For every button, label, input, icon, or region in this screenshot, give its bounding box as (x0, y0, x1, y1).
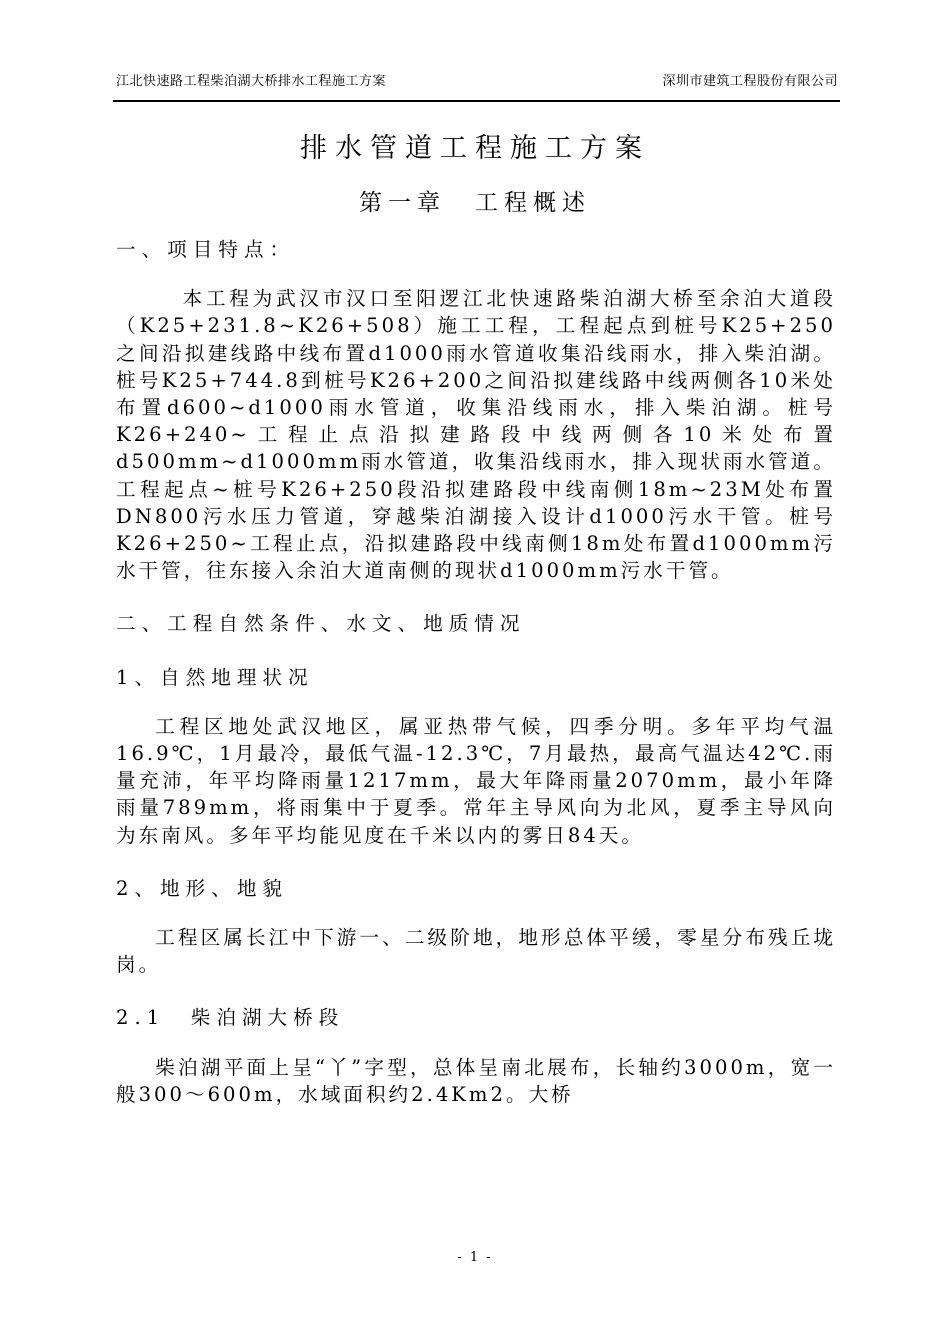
page-number: - 1 - (457, 1250, 493, 1265)
body-paragraph: 工程区属长江中下游一、二级阶地，地形总体平缓，零星分布残丘垅岗。 (116, 926, 836, 977)
subsection-heading: 2.1 柴泊湖大桥段 (116, 1006, 345, 1030)
document-title: 排水管道工程施工方案 (300, 133, 650, 164)
body-paragraph: 工程区地处武汉地区，属亚热带气候，四季分明。多年平均气温16.9℃，1月最冷，最低气温-12.3℃，7月最热，最高气温达42℃.雨量充沛，年平均降雨量1217mm，最大年降雨量2070mm，最小年降雨量789mm，将雨集中于夏季。常年主导风向为北风，夏季主导风向为东南风。多年平均能见度在千米以内的雾日84天。 (116, 714, 837, 847)
header-divider (113, 100, 840, 102)
header-project-title: 江北快速路工程柴泊湖大桥排水工程施工方案 (116, 74, 387, 89)
body-paragraph: 柴泊湖平面上呈“丫”字型，总体呈南北展布，长轴约3000m，宽一般300～600m，水域面积约2.4Km2。大桥 (116, 1055, 836, 1106)
subsection-heading: 1、自然地理状况 (116, 665, 314, 689)
section-heading: 一、项目特点： (116, 238, 296, 261)
subsection-heading: 2、地形、地貌 (116, 876, 289, 900)
header-company-name: 深圳市建筑工程股份有限公司 (662, 74, 838, 89)
chapter-title: 第一章 工程概述 (359, 190, 591, 216)
document-body (116, 232, 836, 1130)
body-paragraph: 本工程为武汉市汉口至阳逻江北快速路柴泊湖大桥至余泊大道段（K25+231.8~K26+508）施工工程，工程起点到桩号K25+250之间沿拟建线路中线布置d1000雨水管道收集沿线雨水，排入柴泊湖。桩号K25+744.8到桩号K26+200之间沿拟建线路中线两侧各10米处布置d600~d1000雨水管道，收集沿线雨水，排入柴泊湖。桩号K26+240~工程止点沿拟建路段中线两侧各10米处布置d500mm~d1000mm雨水管道，收集沿线雨水，排入现状雨水管道。工程起点~桩号K26+250段沿拟建路段中线南侧18m~23M处布置DN800污水压力管道，穿越柴泊湖接入设计d1000污水干管。桩号K26+250~工程止点，沿拟建路段中线南侧18m处布置d1000mm污水干管，往东接入余泊大道南侧的现状d1000mm污水干管。 (116, 287, 836, 583)
page-header (116, 70, 838, 94)
section-heading: 二、工程自然条件、水文、地质情况 (116, 612, 526, 636)
